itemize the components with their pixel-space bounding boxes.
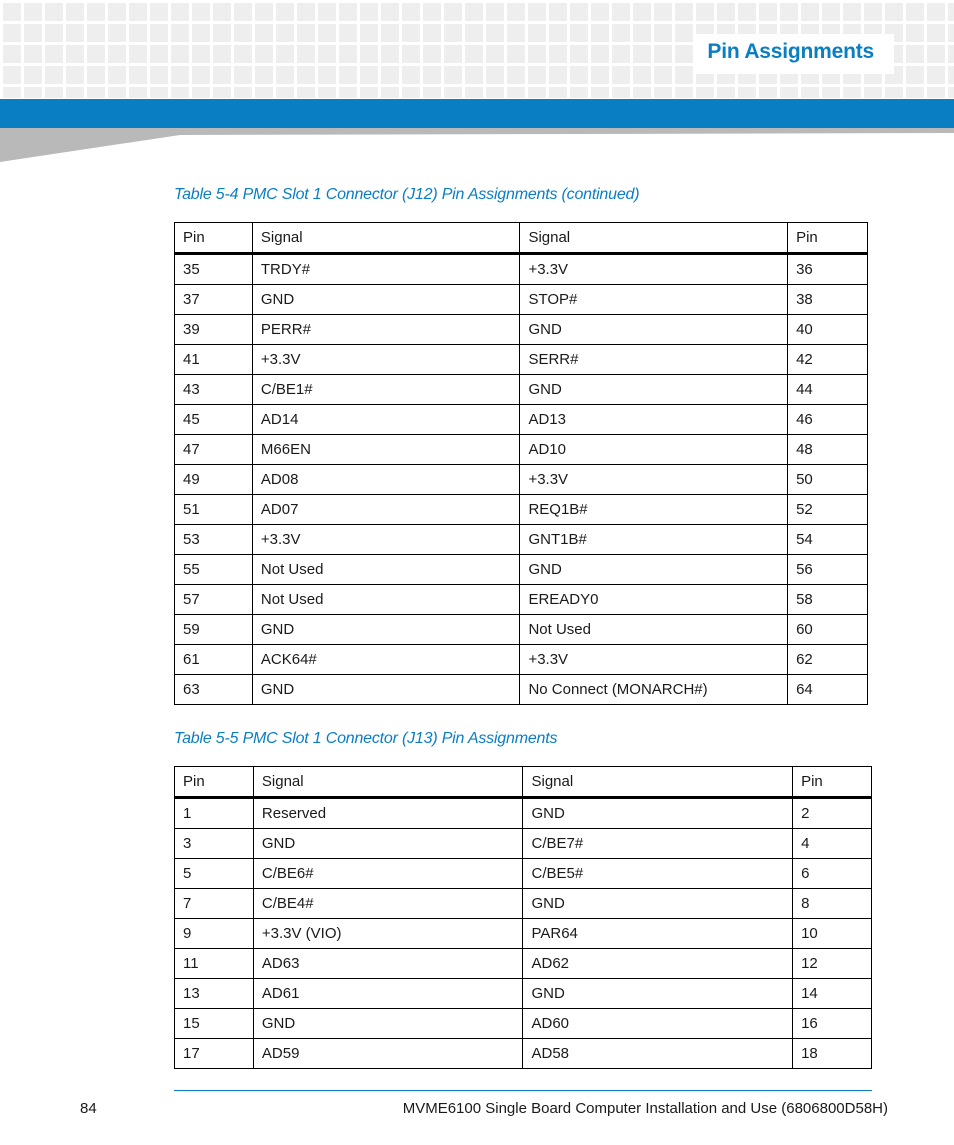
table-cell: AD08: [252, 465, 520, 495]
table-cell: C/BE5#: [523, 859, 793, 889]
table-cell: 38: [788, 285, 868, 315]
table-cell: M66EN: [252, 435, 520, 465]
table-cell: AD14: [252, 405, 520, 435]
table-cell: 8: [793, 889, 872, 919]
table-cell: TRDY#: [252, 254, 520, 285]
table-cell: C/BE7#: [523, 829, 793, 859]
table-row: [175, 889, 872, 919]
table-cell: EREADY0: [520, 585, 788, 615]
column-header: Pin: [175, 223, 253, 254]
table-cell: 56: [788, 555, 868, 585]
table-row: [175, 798, 872, 829]
table-cell: 9: [175, 919, 254, 949]
table-cell: 63: [175, 675, 253, 705]
table-cell: +3.3V (VIO): [253, 919, 523, 949]
table-cell: C/BE6#: [253, 859, 523, 889]
column-header: Signal: [252, 223, 520, 254]
table-row: [175, 615, 868, 645]
table-cell: Not Used: [520, 615, 788, 645]
pin-table-j12: [174, 222, 868, 705]
table-cell: 60: [788, 615, 868, 645]
table-row: [175, 645, 868, 675]
table-cell: AD07: [252, 495, 520, 525]
table-caption: Table 5-5 PMC Slot 1 Connector (J13) Pin Assignments: [174, 730, 558, 747]
table-cell: 49: [175, 465, 253, 495]
table-cell: C/BE4#: [253, 889, 523, 919]
table-cell: 36: [788, 254, 868, 285]
table-cell: 7: [175, 889, 254, 919]
table-cell: STOP#: [520, 285, 788, 315]
table-cell: 15: [175, 1009, 254, 1039]
table-cell: +3.3V: [520, 645, 788, 675]
pin-table-j13: [174, 766, 872, 1069]
table-cell: Not Used: [252, 555, 520, 585]
table-cell: 12: [793, 949, 872, 979]
table-cell: No Connect (MONARCH#): [520, 675, 788, 705]
table-cell: AD62: [523, 949, 793, 979]
table-row: [175, 345, 868, 375]
table-cell: ACK64#: [252, 645, 520, 675]
table-row: [175, 435, 868, 465]
table-cell: C/BE1#: [252, 375, 520, 405]
table-cell: 45: [175, 405, 253, 435]
table-cell: 54: [788, 525, 868, 555]
table-cell: 41: [175, 345, 253, 375]
table-cell: AD61: [253, 979, 523, 1009]
table-cell: 46: [788, 405, 868, 435]
table-cell: 37: [175, 285, 253, 315]
table-cell: Reserved: [253, 798, 523, 829]
table-cell: GND: [523, 979, 793, 1009]
table-cell: 50: [788, 465, 868, 495]
table-cell: GND: [252, 285, 520, 315]
table-cell: 58: [788, 585, 868, 615]
table-cell: 57: [175, 585, 253, 615]
column-header: Signal: [523, 767, 793, 798]
table-cell: GND: [520, 555, 788, 585]
table-cell: 51: [175, 495, 253, 525]
table-caption: Table 5-4 PMC Slot 1 Connector (J12) Pin Assignments (continued): [174, 186, 640, 203]
table-cell: +3.3V: [252, 345, 520, 375]
table-row: [175, 525, 868, 555]
column-header: Signal: [520, 223, 788, 254]
table-row: [175, 495, 868, 525]
page-title: Pin Assignments: [707, 40, 874, 63]
table-row: [175, 375, 868, 405]
table-cell: +3.3V: [520, 465, 788, 495]
header-gray-swoosh: [0, 128, 954, 164]
column-header: Pin: [175, 767, 254, 798]
table-cell: 40: [788, 315, 868, 345]
table-cell: GNT1B#: [520, 525, 788, 555]
header-blue-bar: [0, 99, 954, 128]
footer-divider: [174, 1090, 872, 1091]
table-row: [175, 949, 872, 979]
table-cell: 16: [793, 1009, 872, 1039]
table-row: [175, 859, 872, 889]
table-cell: 64: [788, 675, 868, 705]
column-header: Signal: [253, 767, 523, 798]
table-cell: 13: [175, 979, 254, 1009]
table-row: [175, 315, 868, 345]
table-row: [175, 254, 868, 285]
table-cell: PERR#: [252, 315, 520, 345]
table-cell: 11: [175, 949, 254, 979]
table-cell: 6: [793, 859, 872, 889]
table-cell: 4: [793, 829, 872, 859]
table-cell: GND: [523, 889, 793, 919]
table-cell: SERR#: [520, 345, 788, 375]
table-row: [175, 1039, 872, 1069]
table-cell: AD63: [253, 949, 523, 979]
table-cell: AD58: [523, 1039, 793, 1069]
table-cell: GND: [252, 675, 520, 705]
table-row: [175, 465, 868, 495]
table-cell: 1: [175, 798, 254, 829]
table-row: [175, 675, 868, 705]
table-cell: AD10: [520, 435, 788, 465]
table-cell: AD60: [523, 1009, 793, 1039]
table-header-row: [175, 767, 872, 798]
table-cell: 2: [793, 798, 872, 829]
table-cell: 39: [175, 315, 253, 345]
table-row: [175, 919, 872, 949]
table-row: [175, 585, 868, 615]
table-cell: 3: [175, 829, 254, 859]
table-row: [175, 405, 868, 435]
document-title: MVME6100 Single Board Computer Installation and Use (6806800D58H): [402, 1100, 888, 1117]
table-cell: REQ1B#: [520, 495, 788, 525]
table-row: [175, 829, 872, 859]
table-cell: 61: [175, 645, 253, 675]
table-cell: Not Used: [252, 585, 520, 615]
table-cell: 18: [793, 1039, 872, 1069]
table-header-row: [175, 223, 868, 254]
table-cell: GND: [252, 615, 520, 645]
table-cell: +3.3V: [252, 525, 520, 555]
table-cell: 10: [793, 919, 872, 949]
table-cell: 42: [788, 345, 868, 375]
table-cell: GND: [520, 375, 788, 405]
table-cell: 53: [175, 525, 253, 555]
table-row: [175, 555, 868, 585]
table-row: [175, 1009, 872, 1039]
table-cell: +3.3V: [520, 254, 788, 285]
column-header: Pin: [793, 767, 872, 798]
table-cell: AD13: [520, 405, 788, 435]
table-cell: PAR64: [523, 919, 793, 949]
table-cell: GND: [253, 829, 523, 859]
table-cell: 43: [175, 375, 253, 405]
table-cell: 5: [175, 859, 254, 889]
table-row: [175, 285, 868, 315]
table-cell: 44: [788, 375, 868, 405]
table-cell: 47: [175, 435, 253, 465]
table-cell: 14: [793, 979, 872, 1009]
column-header: Pin: [788, 223, 868, 254]
table-cell: GND: [520, 315, 788, 345]
table-cell: 35: [175, 254, 253, 285]
table-row: [175, 979, 872, 1009]
table-cell: GND: [523, 798, 793, 829]
table-cell: 62: [788, 645, 868, 675]
table-cell: 55: [175, 555, 253, 585]
table-cell: 48: [788, 435, 868, 465]
table-cell: 17: [175, 1039, 254, 1069]
table-cell: GND: [253, 1009, 523, 1039]
page-number: 84: [80, 1100, 97, 1117]
table-cell: 59: [175, 615, 253, 645]
table-cell: 52: [788, 495, 868, 525]
table-cell: AD59: [253, 1039, 523, 1069]
